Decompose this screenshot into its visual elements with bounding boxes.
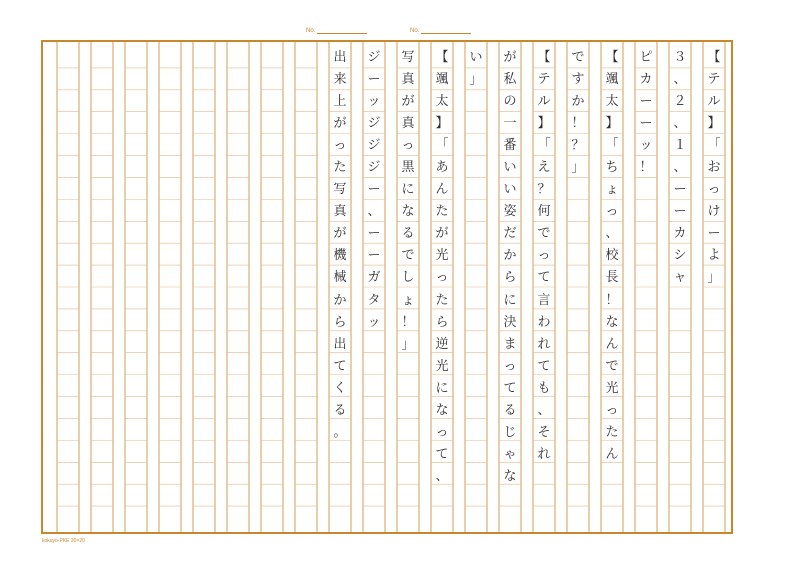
manuscript-char: な [401, 204, 415, 220]
manuscript-char: ジ [367, 137, 381, 153]
manuscript-char: 【 [707, 49, 721, 65]
manuscript-column [329, 46, 351, 532]
manuscript-char: っ [605, 403, 619, 419]
manuscript-char: タ [367, 292, 381, 308]
manuscript-char: っ [537, 248, 551, 264]
manuscript-char: 」 [707, 270, 721, 286]
manuscript-char: ジ [367, 49, 381, 65]
manuscript-char: っ [333, 137, 347, 153]
manuscript-char: テ [707, 71, 721, 87]
manuscript-char: 太 [435, 93, 449, 109]
manuscript-char: に [401, 182, 415, 198]
manuscript-char: ま [503, 336, 517, 352]
manuscript-char: る [333, 403, 347, 419]
manuscript-char: 出 [333, 49, 347, 65]
manuscript-char: テ [537, 71, 551, 87]
manuscript-char: 、 [673, 160, 687, 176]
manuscript-column [431, 46, 453, 532]
manuscript-char: が [333, 226, 347, 242]
manuscript-char: ー [673, 182, 687, 198]
manuscript-char: ー [367, 71, 381, 87]
manuscript-char: １ [673, 137, 687, 153]
manuscript-char: け [707, 204, 721, 220]
manuscript-char: る [503, 403, 517, 419]
manuscript-char: 上 [333, 93, 347, 109]
manuscript-char: ー [367, 248, 381, 264]
manuscript-char: っ [401, 137, 415, 153]
manuscript-char: そ [537, 425, 551, 441]
manuscript-char: 番 [503, 137, 517, 153]
manuscript-column [465, 46, 487, 532]
manuscript-char: て [537, 270, 551, 286]
manuscript-char: 言 [537, 292, 551, 308]
manuscript-char: な [503, 469, 517, 485]
manuscript-char: い [503, 160, 517, 176]
manuscript-char: 一 [503, 115, 517, 131]
manuscript-char: 真 [401, 115, 415, 131]
manuscript-char: で [401, 248, 415, 264]
manuscript-char: ！ [605, 292, 619, 308]
manuscript-char: い [503, 182, 517, 198]
manuscript-char: ジ [367, 115, 381, 131]
manuscript-column [669, 46, 691, 532]
manuscript-char: ゃ [503, 447, 517, 463]
manuscript-char: ー [673, 204, 687, 220]
manuscript-sheet [41, 40, 733, 534]
manuscript-char: ル [707, 93, 721, 109]
manuscript-char: な [605, 314, 619, 330]
manuscript-char: 来 [333, 71, 347, 87]
manuscript-char: ３ [673, 49, 687, 65]
manuscript-char: ！ [639, 160, 653, 176]
manuscript-char: た [605, 425, 619, 441]
manuscript-char: 真 [333, 204, 347, 220]
manuscript-char: え [537, 160, 551, 176]
manuscript-char: 写 [401, 49, 415, 65]
manuscript-char: ！ [571, 115, 585, 131]
manuscript-char: て [537, 358, 551, 374]
manuscript-char: す [571, 71, 585, 87]
manuscript-char: っ [707, 182, 721, 198]
manuscript-char: て [333, 358, 347, 374]
header-number-2: No. [410, 28, 471, 34]
manuscript-char: ２ [673, 93, 687, 109]
manuscript-char: あ [435, 160, 449, 176]
manuscript-char: 【 [435, 49, 449, 65]
manuscript-char: で [571, 49, 585, 65]
header-number-1: No. [306, 28, 367, 34]
manuscript-char: 写 [333, 182, 347, 198]
manuscript-char: の [503, 93, 517, 109]
manuscript-char: 】 [707, 115, 721, 131]
manuscript-char: 」 [401, 336, 415, 352]
manuscript-char: が [435, 226, 449, 242]
manuscript-char: て [503, 380, 517, 396]
manuscript-char: 光 [435, 358, 449, 374]
manuscript-column [363, 46, 385, 532]
manuscript-char: 、 [537, 403, 551, 419]
manuscript-char: ッ [367, 93, 381, 109]
manuscript-char: 】 [605, 115, 619, 131]
manuscript-char: が [401, 93, 415, 109]
manuscript-char: 「 [537, 137, 551, 153]
manuscript-char: だ [503, 226, 517, 242]
manuscript-char: た [435, 292, 449, 308]
manuscript-char: 光 [605, 380, 619, 396]
manuscript-char: ガ [367, 270, 381, 286]
manuscript-char: 姿 [503, 204, 517, 220]
manuscript-char: 械 [333, 270, 347, 286]
manuscript-char: か [571, 93, 585, 109]
manuscript-char: く [333, 380, 347, 396]
manuscript-char: か [333, 292, 347, 308]
grid-lines [43, 42, 731, 532]
manuscript-char: ャ [673, 270, 687, 286]
manuscript-char: 【 [537, 49, 551, 65]
manuscript-char: ん [435, 182, 449, 198]
manuscript-char: 【 [605, 49, 619, 65]
manuscript-char: た [435, 204, 449, 220]
manuscript-char: 「 [605, 137, 619, 153]
manuscript-char: な [435, 403, 449, 419]
manuscript-char: ん [605, 336, 619, 352]
manuscript-char: ょ [605, 182, 619, 198]
manuscript-char: 逆 [435, 336, 449, 352]
manuscript-char: て [435, 447, 449, 463]
manuscript-char: シ [673, 248, 687, 264]
manuscript-char: 、 [367, 204, 381, 220]
manuscript-char: ー [367, 182, 381, 198]
manuscript-char: 光 [435, 248, 449, 264]
manuscript-column [703, 46, 725, 532]
manuscript-char: ー [707, 226, 721, 242]
manuscript-char: ー [639, 115, 653, 131]
manuscript-char: 、 [673, 115, 687, 131]
manuscript-char: 」 [571, 160, 585, 176]
manuscript-char: し [401, 270, 415, 286]
manuscript-char: で [605, 358, 619, 374]
manuscript-char: ！ [401, 314, 415, 330]
manuscript-char: 】 [537, 115, 551, 131]
manuscript-char: ら [333, 314, 347, 330]
manuscript-char: ち [605, 160, 619, 176]
manuscript-char: お [707, 160, 721, 176]
manuscript-char: 長 [605, 270, 619, 286]
manuscript-char: ん [605, 447, 619, 463]
manuscript-char: カ [639, 71, 653, 87]
manuscript-char: に [435, 380, 449, 396]
manuscript-char: が [333, 115, 347, 131]
manuscript-char: ら [435, 314, 449, 330]
manuscript-char: っ [435, 425, 449, 441]
manuscript-char: ル [537, 93, 551, 109]
manuscript-char: る [401, 226, 415, 242]
manuscript-char: も [537, 380, 551, 396]
manuscript-char: 出 [333, 336, 347, 352]
manuscript-char: 、 [673, 71, 687, 87]
manuscript-column [397, 46, 419, 532]
manuscript-char: れ [537, 336, 551, 352]
manuscript-char: れ [537, 447, 551, 463]
manuscript-char: ジ [367, 160, 381, 176]
manuscript-char: い [469, 49, 483, 65]
manuscript-column [635, 46, 657, 532]
manuscript-char: っ [503, 358, 517, 374]
manuscript-char: ー [367, 226, 381, 242]
manuscript-char: じ [503, 425, 517, 441]
manuscript-char: 太 [605, 93, 619, 109]
manuscript-column [533, 46, 555, 532]
manuscript-char: ー [639, 93, 653, 109]
manuscript-char: 決 [503, 314, 517, 330]
manuscript-char: ょ [401, 292, 415, 308]
manuscript-char: で [537, 226, 551, 242]
manuscript-char: 黒 [401, 160, 415, 176]
manuscript-char: ？ [537, 182, 551, 198]
manuscript-char: 「 [707, 137, 721, 153]
manuscript-char: 「 [435, 137, 449, 153]
manuscript-char: 真 [401, 71, 415, 87]
manuscript-char: ッ [367, 314, 381, 330]
manuscript-char: カ [673, 226, 687, 242]
manuscript-char: に [503, 292, 517, 308]
manuscript-char: 何 [537, 204, 551, 220]
manuscript-char: が [503, 49, 517, 65]
manuscript-char: 私 [503, 71, 517, 87]
manuscript-char: た [333, 160, 347, 176]
manuscript-char: 機 [333, 248, 347, 264]
manuscript-char: っ [435, 270, 449, 286]
manuscript-char: 校 [605, 248, 619, 264]
manuscript-char: わ [537, 314, 551, 330]
manuscript-char: ら [503, 270, 517, 286]
manuscript-char: 】 [435, 115, 449, 131]
manuscript-column [567, 46, 589, 532]
manuscript-char: 、 [435, 469, 449, 485]
manuscript-char: 。 [333, 425, 347, 441]
manuscript-char: ッ [639, 137, 653, 153]
manuscript-char: 、 [605, 226, 619, 242]
manuscript-char: 颯 [435, 71, 449, 87]
manuscript-column [499, 46, 521, 532]
manuscript-char: 」 [469, 71, 483, 87]
manuscript-char: 颯 [605, 71, 619, 87]
manuscript-char: よ [707, 248, 721, 264]
manuscript-char: か [503, 248, 517, 264]
manuscript-char: ？ [571, 137, 585, 153]
manuscript-char: ピ [639, 49, 653, 65]
manuscript-column [601, 46, 623, 532]
manuscript-char: っ [605, 204, 619, 220]
footer-code: kokuyo-PKE 20×20 [42, 538, 85, 544]
